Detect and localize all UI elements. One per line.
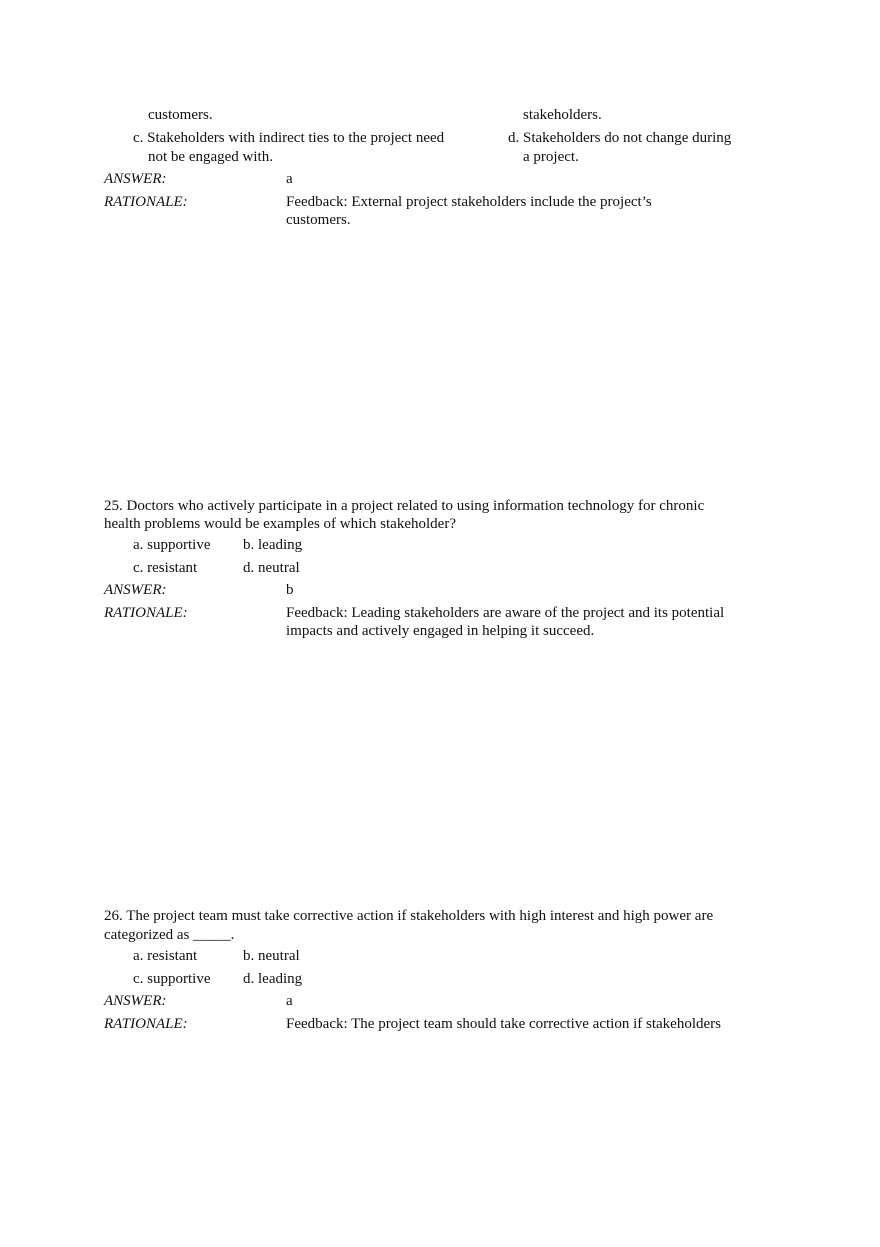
q24-option-b-continued: customers. [148, 107, 213, 123]
q24-option-d-line2: a project. [523, 149, 579, 165]
q24-rationale-line1: Feedback: External project stakeholders include the project’s [286, 194, 652, 210]
q26-rationale-line1: Feedback: The project team should take corrective action if stakeholders [286, 1016, 721, 1032]
q25-option-c: c. resistant [133, 560, 198, 576]
q26-answer-value: a [286, 993, 293, 1009]
q26-option-b: b. neutral [243, 948, 300, 964]
q25-question-line1: 25. Doctors who actively participate in a project related to using information technology for chronic [104, 498, 705, 514]
q24-rationale-line2: customers. [286, 212, 351, 228]
q24-answer-value: a [286, 171, 293, 187]
q25-answer-label: ANSWER: [104, 582, 167, 598]
q24-option-d-line1: d. Stakeholders do not change during [508, 130, 732, 146]
q24-option-c-line2: not be engaged with. [148, 149, 273, 165]
q24-option-b-continued-right: stakeholders. [523, 107, 602, 123]
q24-rationale-label: RATIONALE: [104, 194, 188, 210]
q25-question-line2: health problems would be examples of which stakeholder? [104, 516, 456, 532]
q25-answer-value: b [286, 582, 294, 598]
q26-answer-label: ANSWER: [104, 993, 167, 1009]
q26-rationale-label: RATIONALE: [104, 1016, 188, 1032]
q26-option-d: d. leading [243, 971, 303, 987]
q24-answer-label: ANSWER: [104, 171, 167, 187]
q25-option-d: d. neutral [243, 560, 300, 576]
q25-option-a: a. supportive [133, 537, 211, 553]
q26-option-c: c. supportive [133, 971, 211, 987]
q24-option-c-line1: c. Stakeholders with indirect ties to the project need [133, 130, 445, 146]
q25-rationale-label: RATIONALE: [104, 605, 188, 621]
q26-option-a: a. resistant [133, 948, 198, 964]
q26-question-line1: 26. The project team must take corrective action if stakeholders with high interest and high power are [104, 908, 714, 924]
q25-rationale-line2: impacts and actively engaged in helping it succeed. [286, 623, 595, 639]
q26-question-line2: categorized as _____. [104, 927, 235, 943]
q25-option-b: b. leading [243, 537, 303, 553]
q25-rationale-line1: Feedback: Leading stakeholders are aware of the project and its potential [286, 605, 725, 621]
